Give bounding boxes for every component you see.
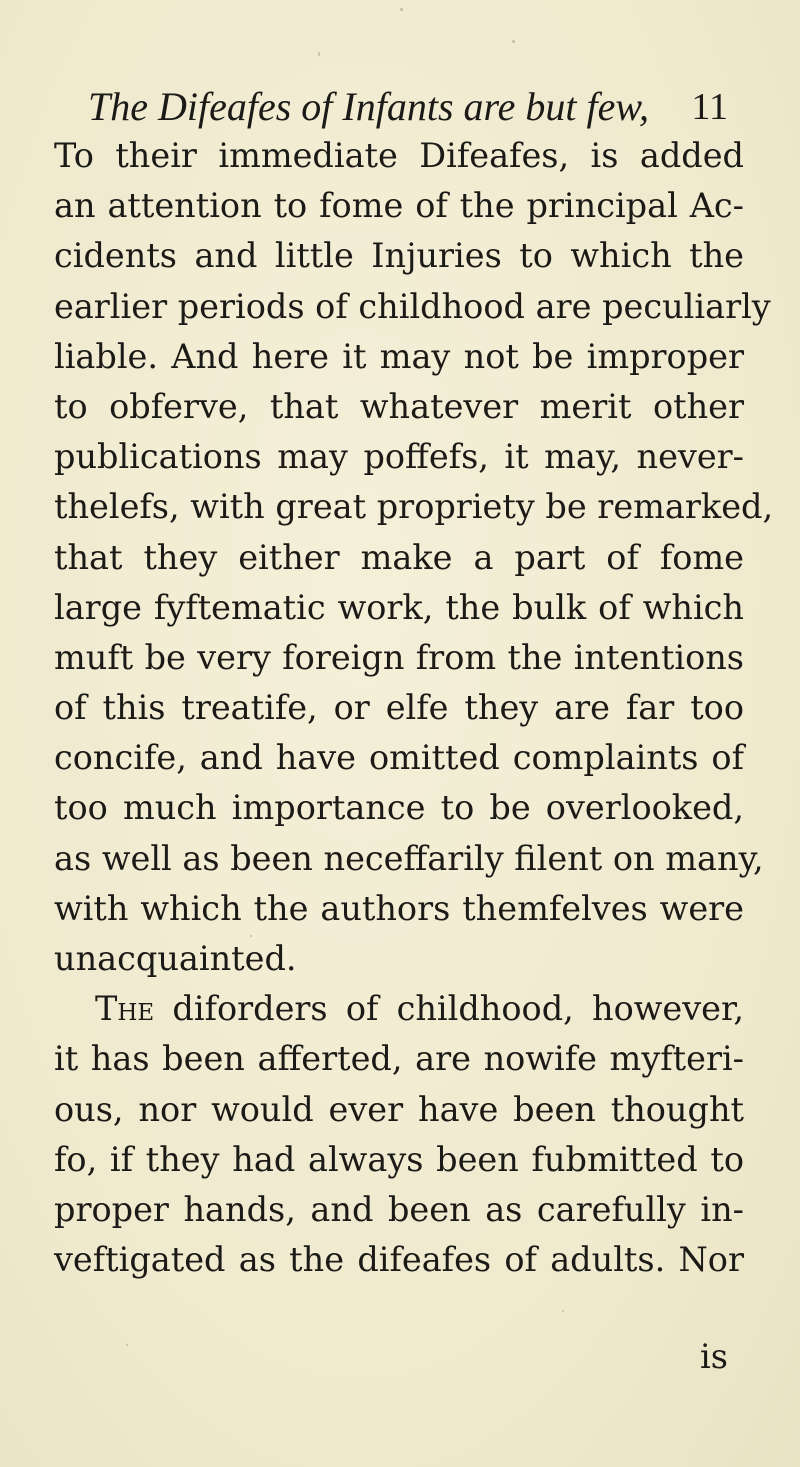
page-header [88,82,728,132]
text-line: large fyftematic work, the bulk of which [54,587,744,627]
text-line: with which the authors themfelves were [54,888,744,928]
text-line: fo, if they had always been fubmitted to [54,1139,744,1179]
text-line: muft be very foreign from the intentions [54,637,744,677]
page-number: 11 [691,86,728,128]
text-line: concife, and have omitted complaints of [54,738,744,778]
text-line: unacquainted. [54,939,297,978]
text-line: ous, nor would ever have been thought [54,1089,744,1129]
catchword: is [700,1337,728,1376]
text-line: earlier periods of childhood are peculiarly [54,286,771,326]
paragraph-opening-line [54,984,744,1034]
text-line: veftigated as the difeafes of adults. Nor [54,1240,744,1280]
running-head: The Difeafes of Infants are but few, [88,84,650,129]
text-line: liable. And here it may not be improper [54,336,744,376]
text-line: it has been afferted, are nowife myfteri- [54,1039,744,1079]
text-line: publications may poffefs, it may, never- [54,437,744,477]
paragraph-opening-word: The [95,989,155,1029]
paragraph-opening-rest: diforders of childhood, however, [172,989,744,1029]
text-line: an attention to fome of the principal Ac- [54,186,744,226]
text-line: proper hands, and been as carefully in- [54,1189,744,1229]
text-line: of this treatife, or elfe they are far too [54,688,744,728]
text-line: thelefs, with great propriety be remarked, [54,487,774,527]
text-line: to obferve, that whatever merit other [54,386,744,426]
text-line: as well as been neceffarily filent on many, [54,838,764,878]
text-line: too much importance to be overlooked, [54,788,744,828]
text-line: cidents and little Injuries to which the [54,236,744,276]
text-line: To their immediate Difeafes, is added [54,136,744,175]
body-text [54,131,774,1285]
text-line: that they either make a part of fome [54,537,744,577]
